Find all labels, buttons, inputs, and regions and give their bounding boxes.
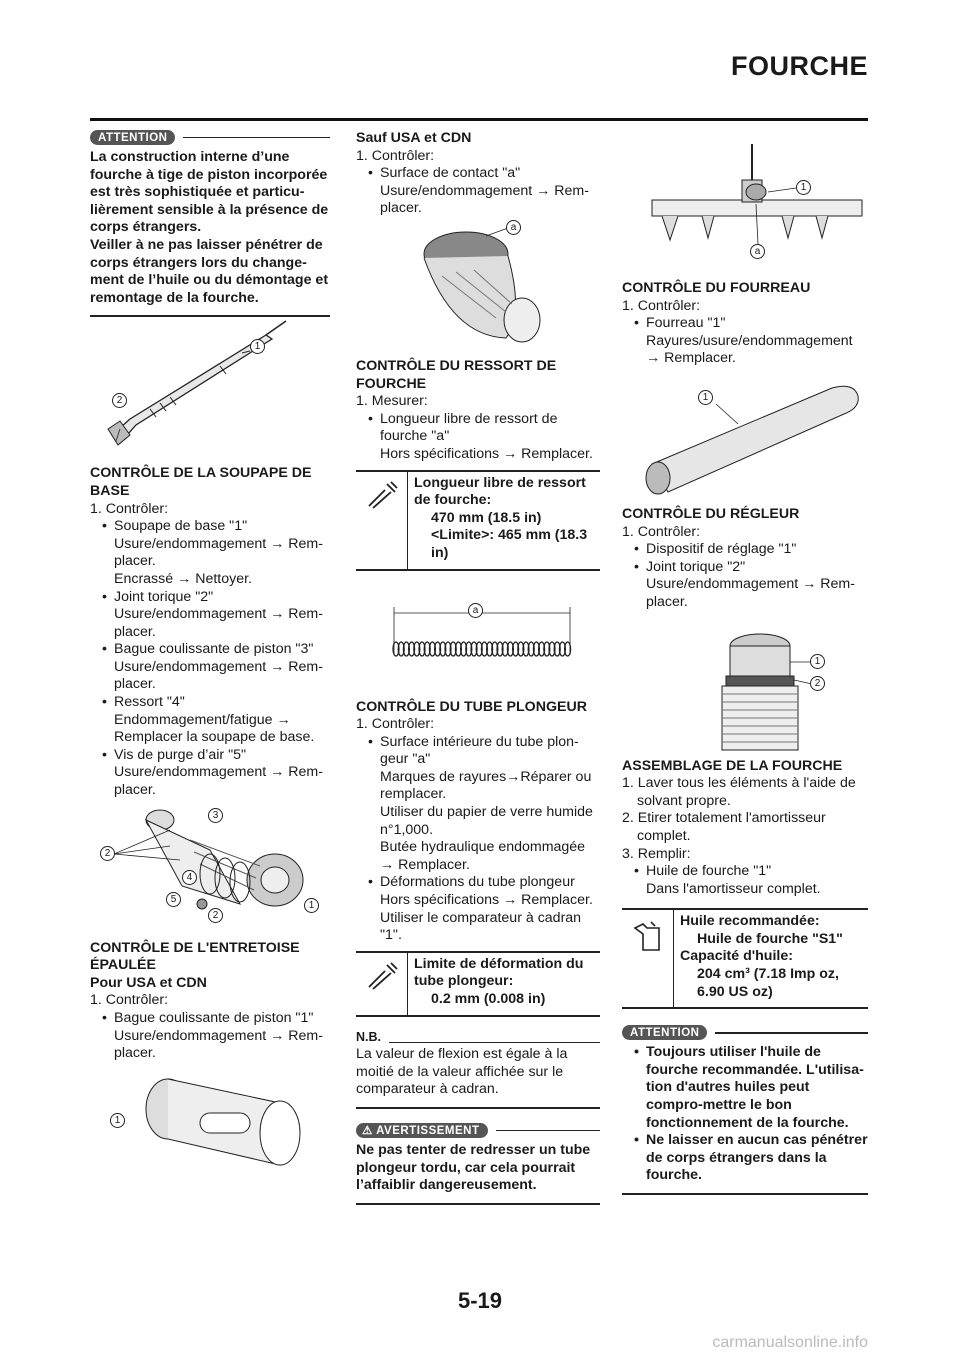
attention-item: • Ne laisser en aucun cas pénétrer de corps étrangers dans la fourche. (622, 1132, 868, 1185)
attention-box (622, 1044, 868, 1195)
figure-base-valve (90, 800, 330, 940)
check-note: Usure/endommagement → Rem-placer. (114, 658, 323, 693)
step: 1. Contrôler: (356, 147, 435, 164)
section-heading-spring: CONTRÔLE DU RESSORT DE FOURCHE (356, 357, 557, 392)
attention-text: La construction interne d’une fourche à tige de piston incorporée est très sophistiquée et particu-lièrement sensible à la présence de corps étrangers. (90, 149, 329, 236)
attention-tag: ATTENTION (622, 1025, 707, 1040)
check-item: • Surface de contact "a" (356, 165, 600, 183)
check-item: • Bague coulissante de piston "3" (90, 641, 330, 659)
note-text: La valeur de flexion est égale à la moitié de la valeur affichée sur le comparateur à cadran. (356, 1046, 600, 1109)
spec-title: Capacité d'huile: (680, 948, 793, 965)
warning-triangle-icon: ⚠ (362, 1124, 377, 1137)
column-3 (622, 130, 868, 1195)
section-subheading: Sauf USA et CDN (356, 130, 472, 146)
check-note: Rayures/usure/endommagement (646, 332, 853, 349)
callout-1: 1 (796, 180, 811, 195)
check-item: • Joint torique "2" (90, 589, 330, 607)
contact-surface-illustration (356, 218, 600, 358)
check-item: • Joint torique "2" (622, 559, 868, 577)
check-item: • Ressort "4" (90, 694, 330, 712)
outer-tube-illustration (622, 368, 868, 506)
spec-value: 0.2 mm (0.008 in) (431, 991, 546, 1007)
spec-box-spring-length (356, 470, 600, 571)
figure-adjuster (622, 622, 868, 758)
check-note: Hors spécifications → Remplacer. (380, 445, 593, 462)
attention-header (622, 1025, 868, 1040)
check-item: • Longueur libre de ressort de fourche "a" (356, 411, 600, 446)
spec-value: 470 mm (18.5 in) (431, 509, 542, 526)
callout-a: a (468, 603, 483, 618)
warning-text: Ne pas tenter de redresser un tube plongeur tordu, car cela pourrait l’affaiblir dangereusement. (356, 1142, 600, 1205)
callout-5: 5 (166, 892, 181, 907)
caliper-icon (356, 472, 408, 569)
spec-value: Huile de fourche "S1" (697, 930, 843, 947)
section-heading-outer-tube: CONTRÔLE DU FOURREAU (622, 280, 811, 296)
column-2 (356, 130, 600, 1205)
callout-2: 2 (112, 393, 127, 408)
attention-box (90, 149, 330, 317)
watermark: carmanualsonline.info (712, 1334, 868, 1352)
check-item: • Vis de purge d’air "5" (90, 747, 330, 765)
dial-gauge-setup-illustration (622, 140, 868, 280)
section-heading-base-valve: CONTRÔLE DE LA SOUPAPE DE BASE (90, 465, 312, 499)
check-note: Butée hydraulique endommagée → Remplacer. (380, 839, 586, 873)
spec-title: Limite de déformation du tube plongeur: (414, 955, 584, 990)
callout-2: 2 (100, 846, 115, 861)
figure-spacer (90, 1073, 330, 1173)
figure-outer-tube (622, 368, 868, 506)
check-note: Marques de rayures→Réparer ou remplacer. (380, 768, 592, 803)
callout-a: a (750, 244, 765, 259)
step: 3. Remplir: (622, 845, 691, 862)
spec-value: 204 cm³ (7.18 Imp oz, 6.90 US oz) (697, 966, 839, 1000)
callout-4: 4 (182, 870, 197, 885)
step: 1. Contrôler: (356, 716, 435, 733)
check-note: Usure/endommagement → Rem-placer. (114, 1027, 323, 1062)
section-subheading: Pour USA et CDN (90, 974, 207, 991)
figure-spring (356, 595, 600, 699)
step: 1. Contrôler: (90, 500, 169, 517)
check-note: Usure/endommagement → Rem-placer. (114, 606, 323, 640)
spec-box-runout (356, 951, 600, 1017)
callout-3: 3 (208, 808, 223, 823)
spec-title: Huile recommandée: (680, 913, 820, 930)
callout-2: 2 (208, 908, 223, 923)
check-note: Hors spécifications → Remplacer. (380, 892, 593, 909)
check-item: • Huile de fourche "1" (622, 863, 868, 881)
check-note: Dans l'amortisseur complet. (646, 880, 821, 897)
callout-1: 1 (810, 654, 825, 669)
check-note: Remplacer la soupape de base. (114, 729, 315, 746)
damping-adjuster-illustration (622, 622, 868, 758)
header-rule (90, 118, 868, 121)
page-number: 5-19 (457, 1288, 503, 1313)
check-note: Endommagement/fatigue → (114, 711, 291, 728)
check-item: • Dispositif de réglage "1" (622, 541, 868, 559)
attention-text: Veiller à ne pas laisser pénétrer de corps étrangers lors du change-ment de l’huile ou du démontage et remontage de la fourche. (90, 236, 329, 306)
check-note: → Remplacer. (646, 350, 736, 367)
figure-dial-gauge (622, 140, 868, 280)
attention-tag: ATTENTION (90, 130, 175, 145)
callout-2: 2 (810, 676, 825, 691)
callout-1: 1 (304, 898, 319, 913)
page-title: FOURCHE (731, 51, 868, 81)
check-item: • Fourreau "1" (622, 315, 868, 333)
section-heading-assembly: ASSEMBLAGE DE LA FOURCHE (622, 757, 843, 774)
check-item: • Soupape de base "1" (90, 518, 330, 536)
callout-1: 1 (110, 1113, 125, 1128)
callout-1: 1 (250, 339, 265, 354)
spec-box-fork-oil (622, 908, 868, 1009)
step: 1. Mesurer: (356, 393, 428, 410)
note-label: N.B. (356, 1029, 381, 1044)
attention-item: • Toujours utiliser l'huile de fourche recommandée. L'utilisa-tion d'autres huiles peut compro-mettre le bon fonctionnement de la fourche. (622, 1044, 868, 1132)
warning-header (356, 1123, 600, 1138)
attention-header (90, 130, 330, 145)
check-note: Utiliser le comparateur à cadran "1". (380, 909, 582, 944)
callout-a: a (506, 220, 521, 235)
check-item: • Déformations du tube plongeur (356, 874, 600, 892)
check-item: • Surface intérieure du tube plon-geur "a" (356, 734, 600, 769)
step: 1. Contrôler: (622, 523, 701, 540)
piston-slide-bushing-illustration (90, 1073, 330, 1173)
step: 1. Laver tous les éléments à l'aide de solvant propre. (622, 775, 856, 809)
oil-can-icon (622, 910, 674, 1007)
note-header (356, 1029, 600, 1047)
section-heading-adjuster: CONTRÔLE DU RÉGLEUR (622, 505, 800, 522)
step: 1. Contrôler: (90, 992, 169, 1009)
spec-limit: <Limite>: 465 mm (18.3 in) (431, 527, 588, 561)
warning-tag: ⚠ AVERTISSEMENT (356, 1123, 488, 1138)
column-1 (90, 130, 330, 1173)
section-heading-spacer: CONTRÔLE DE L'ENTRETOISE ÉPAULÉE (90, 939, 300, 974)
check-note: Usure/endommagement → Rem-placer. (114, 764, 323, 799)
spec-title: Longueur libre de ressort de fourche: (414, 474, 586, 509)
section-heading-inner-tube: CONTRÔLE DU TUBE PLONGEUR (356, 698, 587, 715)
check-item: • Bague coulissante de piston "1" (90, 1010, 330, 1028)
step: 2. Etirer totalement l'amortisseur complet. (622, 810, 826, 844)
base-valve-checklist (90, 518, 330, 800)
callout-1: 1 (698, 390, 713, 405)
figure-contact-surface (356, 218, 600, 358)
check-note: Utiliser du papier de verre humide n°1,000. (380, 804, 593, 838)
check-note: Usure/endommagement → Rem-placer. (380, 182, 589, 217)
caliper-icon (356, 953, 408, 1015)
base-valve-rod-illustration (90, 317, 330, 465)
check-note: Usure/endommagement → Rem-placer. (114, 535, 323, 570)
figure-base-valve-rod (90, 317, 330, 465)
step: 1. Contrôler: (622, 297, 701, 314)
inner-tube-checklist (356, 734, 600, 945)
check-note: Encrassé → Nettoyer. (114, 570, 252, 587)
check-note: Usure/endommagement → Rem-placer. (646, 576, 855, 610)
